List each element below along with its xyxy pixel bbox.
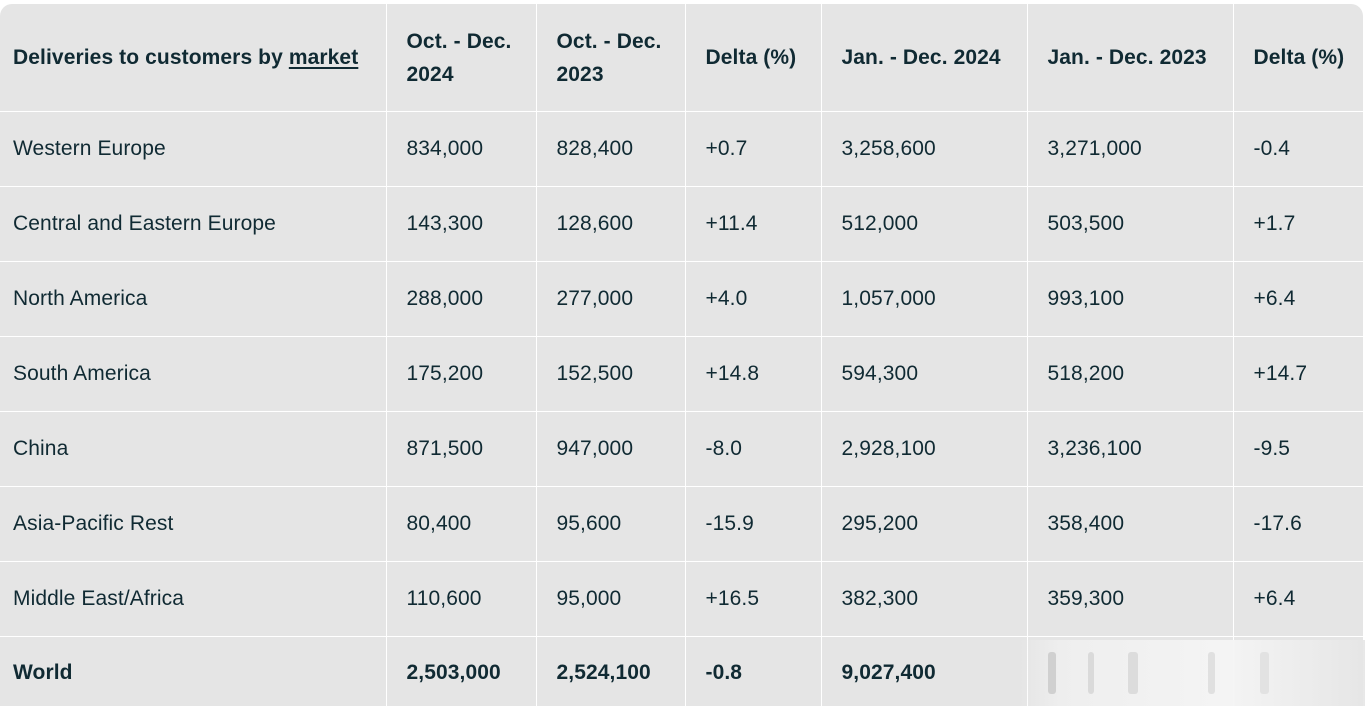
cell-value: 2,928,100 [821,412,1027,487]
cell-value: 175,200 [386,337,536,412]
watermark-mark [1208,652,1215,694]
cell-delta: +6.4 [1233,562,1363,637]
cell-value: 295,200 [821,487,1027,562]
cell-delta: -9.5 [1233,412,1363,487]
cell-value: 143,300 [386,187,536,262]
cell-value-total: 2,503,000 [386,637,536,706]
market-link[interactable]: market [288,46,359,69]
cell-value: 512,000 [821,187,1027,262]
cell-value: 828,400 [536,112,685,187]
cell-value: 152,500 [536,337,685,412]
cell-value: 947,000 [536,412,685,487]
header-oct-dec-2024: Oct. - Dec. 2024 [386,4,536,112]
header-delta-quarter: Delta (%) [685,4,821,112]
cell-market: Middle East/Africa [0,562,386,637]
total-row [0,637,1363,706]
cell-value: 3,258,600 [821,112,1027,187]
header-jan-dec-2023: Jan. - Dec. 2023 [1027,4,1233,112]
table-row [0,112,1363,187]
table-header [0,4,1363,112]
cell-value: 128,600 [536,187,685,262]
watermark-mark [1128,652,1138,694]
watermark-mark [1048,652,1056,694]
cell-value: 993,100 [1027,262,1233,337]
cell-delta: -15.9 [685,487,821,562]
cell-value: 110,600 [386,562,536,637]
cell-value: 834,000 [386,112,536,187]
header-oct-dec-2023: Oct. - Dec. 2023 [536,4,685,112]
cell-delta-total [1233,637,1363,706]
header-market [0,4,386,112]
cell-market: Asia-Pacific Rest [0,487,386,562]
cell-value: 359,300 [1027,562,1233,637]
cell-market: South America [0,337,386,412]
cell-value: 95,600 [536,487,685,562]
cell-value: 1,057,000 [821,262,1027,337]
cell-value: 288,000 [386,262,536,337]
deliveries-table [0,4,1363,706]
cell-value: 503,500 [1027,187,1233,262]
cell-delta: +6.4 [1233,262,1363,337]
header-delta-year: Delta (%) [1233,4,1363,112]
cell-value: 277,000 [536,262,685,337]
cell-value: 3,271,000 [1027,112,1233,187]
table-row [0,412,1363,487]
cell-value: 358,400 [1027,487,1233,562]
cell-delta: +14.7 [1233,337,1363,412]
cell-delta: -8.0 [685,412,821,487]
cell-value: 3,236,100 [1027,412,1233,487]
cell-delta: +4.0 [685,262,821,337]
cell-market: Central and Eastern Europe [0,187,386,262]
cell-value: 518,200 [1027,337,1233,412]
table-body [0,112,1363,706]
header-row [0,4,1363,112]
cell-delta: +16.5 [685,562,821,637]
table-row [0,562,1363,637]
cell-value: 95,000 [536,562,685,637]
watermark-mark [1260,652,1269,694]
cell-delta: +0.7 [685,112,821,187]
header-market-prefix: Deliveries to customers by [13,46,289,69]
table-row [0,487,1363,562]
cell-delta: -17.6 [1233,487,1363,562]
table-row [0,187,1363,262]
cell-value-total: 2,524,100 [536,637,685,706]
cell-value: 871,500 [386,412,536,487]
watermark-mark [1088,652,1094,694]
table-row [0,262,1363,337]
cell-value: 382,300 [821,562,1027,637]
cell-market-total: World [0,637,386,706]
cell-market: Western Europe [0,112,386,187]
cell-value: 594,300 [821,337,1027,412]
table-row [0,337,1363,412]
cell-market: North America [0,262,386,337]
cell-delta: +11.4 [685,187,821,262]
cell-value: 80,400 [386,487,536,562]
cell-market: China [0,412,386,487]
cell-delta: +1.7 [1233,187,1363,262]
cell-value-total: 9,027,400 [821,637,1027,706]
cell-delta: -0.4 [1233,112,1363,187]
header-jan-dec-2024: Jan. - Dec. 2024 [821,4,1027,112]
cell-delta: +14.8 [685,337,821,412]
cell-delta-total: -0.8 [685,637,821,706]
deliveries-table-container [0,4,1363,706]
